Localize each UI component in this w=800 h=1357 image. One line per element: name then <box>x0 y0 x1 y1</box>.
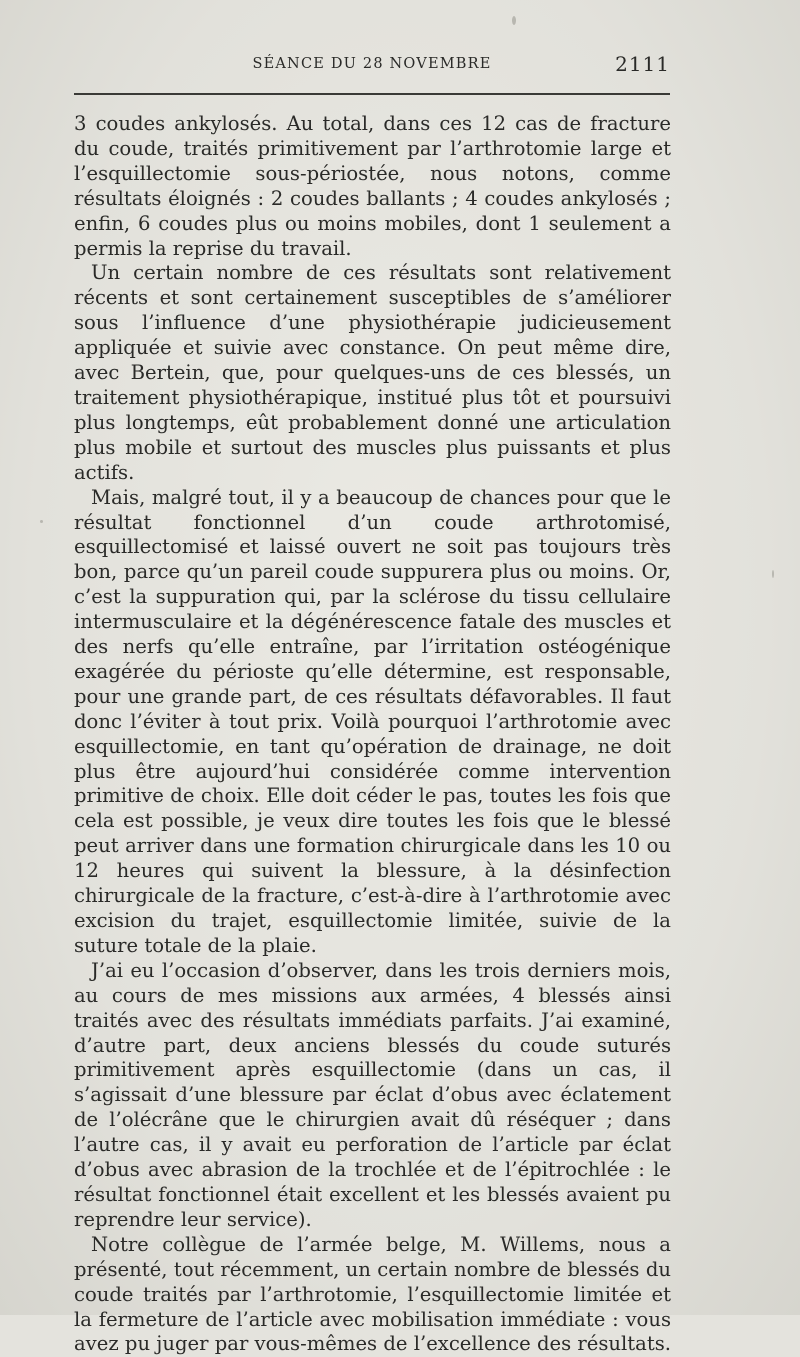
page-number: 2111 <box>615 52 670 76</box>
paper-speck <box>772 570 774 578</box>
running-title: SÉANCE DU 28 NOVEMBRE <box>252 56 492 72</box>
header-rule <box>74 93 670 95</box>
paper-speck <box>512 16 516 25</box>
paragraph-5: Notre collègue de l’armée belge, M. Willems, nous a présenté, tout récemment, un certain nombre de blessés du coude traités par l’arthrotomie, l’esquillectomie limitée et la fermeture de l’article avec mobilisation immédiate : vous avez pu juger par vous-mêmes de l’excellence des résultats. <box>74 1232 671 1356</box>
paragraph-1: 3 coudes ankylosés. Au total, dans ces 12 cas de fracture du coude, traités primitivement par l’arthrotomie large et l’esquillectomie sous-périostée, nous notons, comme résultats éloignés : 2 coudes ballants ; 4 coudes ankylosés ; enfin, 6 coudes plus ou moins mobiles, dont 1 seulement a permis la reprise du travail. <box>74 112 671 260</box>
body-text <box>74 112 671 1357</box>
paragraph-4: J’ai eu l’occasion d’observer, dans les trois derniers mois, au cours de mes missions aux armées, 4 blessés ainsi traités avec des résultats immédiats parfaits. J’ai examiné, d’autre part, deux anciens blessés du coude suturés primitivement après esquillectomie (dans un cas, il s’agissait d’une blessure par éclat d’obus avec éclatement de l’olécrâne que le chirurgien avait dû réséquer ; dans l’autre cas, il y avait eu perforation de l’article par éclat d’obus avec abrasion de la trochlée et de l’épitrochlée : le résultat fonctionnel était excellent et les blessés avaient pu reprendre leur service). <box>74 958 671 1231</box>
paper-speck <box>40 520 43 523</box>
paragraph-3: Mais, malgré tout, il y a beaucoup de chances pour que le résultat fonctionnel d’un coude arthrotomisé, esquillectomisé et laissé ouvert ne soit pas toujours très bon, parce qu’un pareil coude suppurera plus ou moins. Or, c’est la suppuration qui, par la sclérose du tissu cellulaire intermusculaire et la dégénérescence fatale des muscles et des nerfs qu’elle entraîne, par l’irritation ostéogénique exagérée du périoste qu’elle détermine, est responsable, pour une grande part, de ces résultats défavorables. Il faut donc l’éviter à tout prix. Voilà pourquoi l’arthrotomie avec esquillectomie, en tant qu’opération de drainage, ne doit plus être aujourd’hui considérée comme intervention primitive de choix. Elle doit céder le pas, toutes les fois que cela est possible, je veux dire toutes les fois que le blessé peut arriver dans une formation chirurgicale dans les 10 ou 12 heures qui suivent la blessure, à la désinfection chirurgicale de la fracture, c’est-à-dire à l’arthrotomie avec excision du trajet, esquillectomie limitée, suivie de la suture totale de la plaie. <box>74 485 671 957</box>
page-header <box>72 52 672 82</box>
paragraph-2: Un certain nombre de ces résultats sont relativement récents et sont certainement susceptibles de s’améliorer sous l’influence d’une physiothérapie judicieusement appliquée et suivie avec constance. On peut même dire, avec Bertein, que, pour quelques-uns de ces blessés, un traitement physiothérapique, institué plus tôt et poursuivi plus longtemps, eût probablement donné une articulation plus mobile et surtout des muscles plus puissants et plus actifs. <box>74 261 671 484</box>
